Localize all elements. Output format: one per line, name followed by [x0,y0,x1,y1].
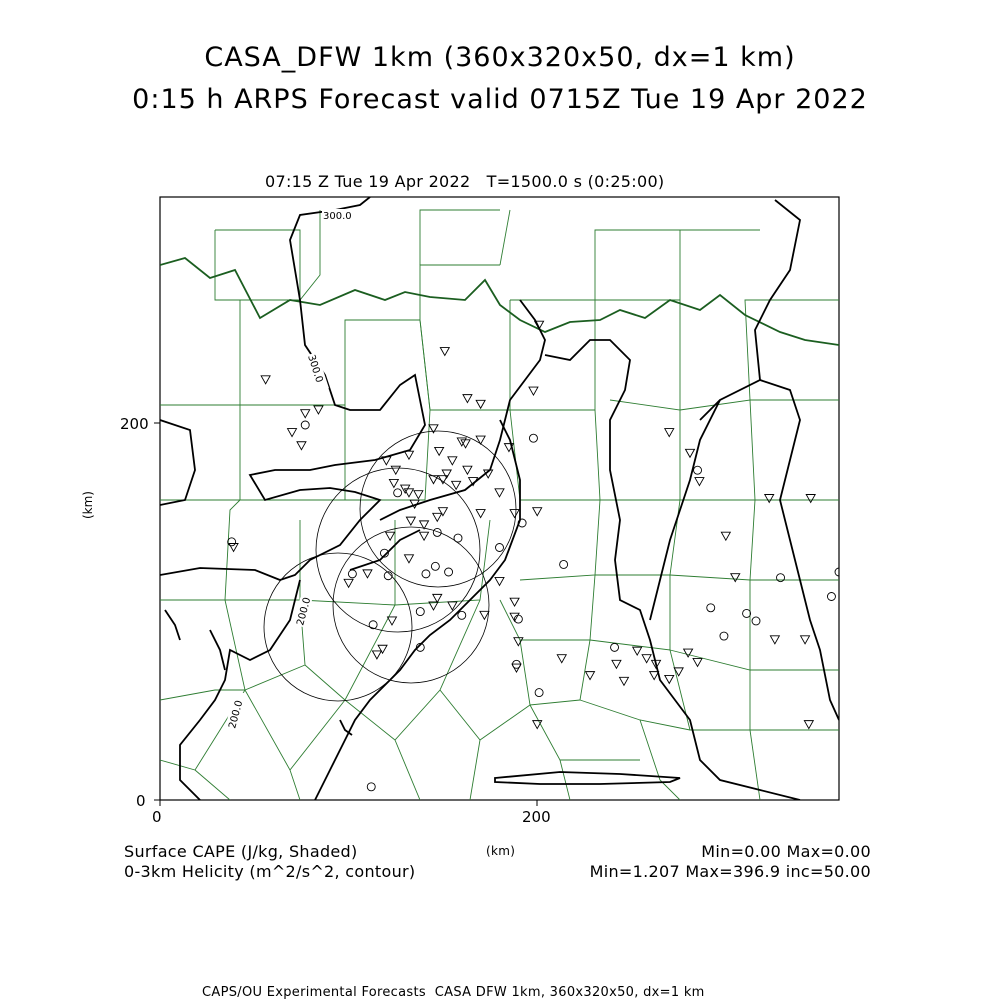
station-triangle-marker [414,491,423,499]
station-markers [228,321,929,791]
station-triangle-marker [642,655,651,663]
station-triangle-marker [806,495,815,503]
station-triangle-marker [665,675,674,683]
station-triangle-marker [529,387,538,395]
station-triangle-marker [420,532,429,540]
station-circle-marker [611,643,619,651]
station-triangle-marker [435,447,444,455]
x-tick-label: 200 [522,808,551,826]
station-circle-marker [496,543,504,551]
x-axis-unit: (km) [486,844,516,858]
axis-ticks [154,423,537,806]
station-triangle-marker [633,647,642,655]
radar-range-rings [264,431,516,701]
main-title: CASA_DFW 1km (360x320x50, dx=1 km) [204,42,796,73]
station-circle-marker [694,466,702,474]
station-triangle-marker [378,645,387,653]
station-triangle-marker [695,478,704,486]
station-triangle-marker [612,660,621,668]
county-boundaries [160,210,839,800]
shaded-field-label: Surface CAPE (J/kg, Shaded) [124,842,358,861]
station-circle-marker [228,538,236,546]
station-triangle-marker [765,495,774,503]
station-triangle-marker [853,636,862,644]
station-triangle-marker [557,655,566,663]
station-circle-marker [458,611,466,619]
station-circle-marker [422,570,430,578]
station-circle-marker [348,570,356,578]
station-triangle-marker [908,594,917,602]
station-triangle-marker [288,429,297,437]
forecast-valid-title: 0:15 h ARPS Forecast valid 0715Z Tue 19 Apr 2022 [132,84,868,115]
station-triangle-marker [461,440,470,448]
station-triangle-marker [495,489,504,497]
contour-field-label: 0-3km Helicity (m^2/s^2, contour) [124,862,416,881]
station-triangle-marker [510,510,519,518]
station-triangle-marker [859,589,868,597]
station-triangle-marker [476,436,485,444]
station-triangle-marker [533,508,542,516]
station-triangle-marker [770,636,779,644]
station-circle-marker [301,421,309,429]
station-circle-marker [560,560,568,568]
station-triangle-marker [404,451,413,459]
station-triangle-marker [387,617,396,625]
station-circle-marker [529,434,537,442]
station-triangle-marker [685,449,694,457]
station-triangle-marker [476,510,485,518]
station-triangle-marker [433,513,442,521]
station-circle-marker [535,689,543,697]
shaded-field-stats: Min=0.00 Max=0.00 [701,842,871,861]
station-circle-marker [431,562,439,570]
station-triangle-marker [438,508,447,516]
station-triangle-marker [297,442,306,450]
station-triangle-marker [229,543,238,551]
station-triangle-marker [476,400,485,408]
station-triangle-marker [391,466,400,474]
station-triangle-marker [363,570,372,578]
station-circle-marker [707,604,715,612]
station-triangle-marker [665,429,674,437]
station-triangle-marker [495,577,504,585]
state-boundary [160,258,839,345]
station-triangle-marker [372,651,381,659]
station-circle-marker [369,621,377,629]
station-triangle-marker [386,532,395,540]
station-triangle-marker [406,517,415,525]
station-triangle-marker [721,532,730,540]
station-triangle-marker [301,410,310,418]
station-triangle-marker [389,479,398,487]
footer-credit: CAPS/OU Experimental Forecasts CASA DFW 1km, 360x320x50, dx=1 km [202,985,705,1000]
contour-label: 300.0 [305,353,325,385]
station-triangle-marker [433,594,442,602]
contour-label: 200.0 [295,596,314,627]
y-axis-unit: (km) [81,490,96,520]
station-triangle-marker [693,658,702,666]
station-triangle-marker [804,721,813,729]
station-triangle-marker [619,677,628,685]
station-triangle-marker [448,457,457,465]
contour-field-stats: Min=1.207 Max=396.9 inc=50.00 [589,862,871,881]
contour-label: 200.0 [227,699,246,730]
station-triangle-marker [429,476,438,484]
station-circle-marker [394,489,402,497]
station-circle-marker [367,783,375,791]
plot-area [160,197,928,800]
station-triangle-marker [514,638,523,646]
station-triangle-marker [586,672,595,680]
contour-label: 300.0 [323,211,352,222]
station-triangle-marker [404,555,413,563]
station-triangle-marker [463,466,472,474]
station-triangle-marker [801,636,810,644]
helicity-contours [160,197,839,800]
station-triangle-marker [440,348,449,356]
plot-frame [160,197,839,800]
station-circle-marker [720,632,728,640]
station-circle-marker [416,608,424,616]
plot-header: 07:15 Z Tue 19 Apr 2022 T=1500.0 s (0:25:00) [265,172,665,191]
station-triangle-marker [261,376,270,384]
station-triangle-marker [463,395,472,403]
y-tick-label: 0 [136,792,146,810]
station-triangle-marker [510,598,519,606]
station-triangle-marker [684,649,693,657]
y-tick-label: 200 [120,415,149,433]
station-circle-marker [454,534,462,542]
station-triangle-marker [314,406,323,414]
station-circle-marker [752,617,760,625]
station-circle-marker [897,613,905,621]
x-tick-label: 0 [152,808,162,826]
station-triangle-marker [919,711,928,719]
station-triangle-marker [731,574,740,582]
station-circle-marker [827,592,835,600]
station-triangle-marker [344,579,353,587]
station-circle-marker [445,568,453,576]
station-circle-marker [743,609,751,617]
station-triangle-marker [452,481,461,489]
